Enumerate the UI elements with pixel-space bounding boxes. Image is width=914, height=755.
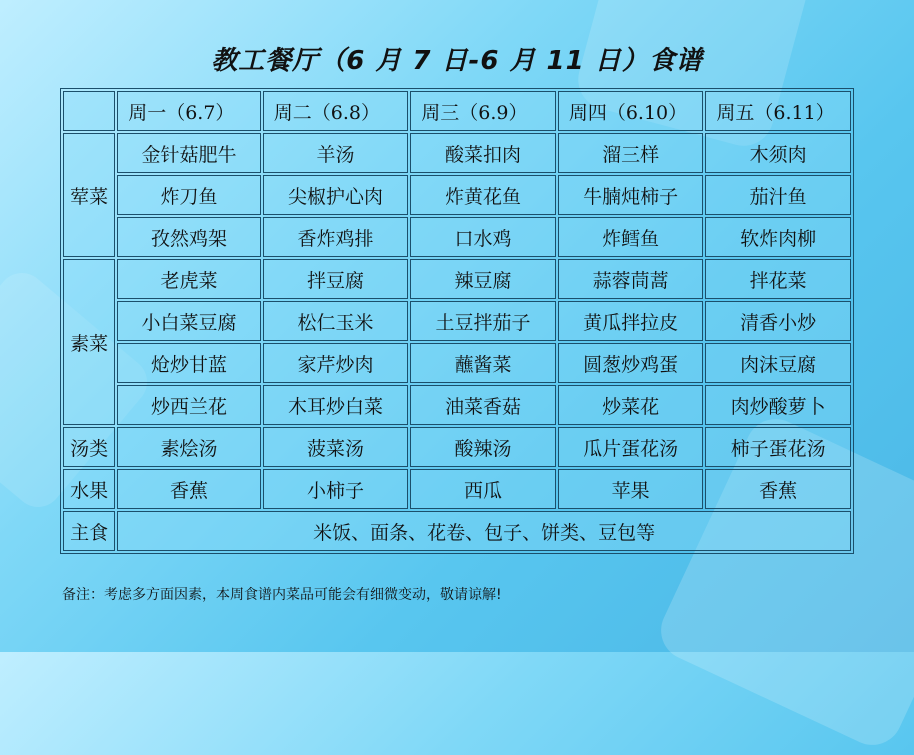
dish-cell: 圆葱炒鸡蛋 xyxy=(558,343,704,383)
category-staple: 主食 xyxy=(63,511,115,551)
dish-cell: 清香小炒 xyxy=(705,301,851,341)
dish-cell: 拌花菜 xyxy=(705,259,851,299)
dish-cell: 松仁玉米 xyxy=(263,301,409,341)
day-header: 周一（6.7） xyxy=(117,91,261,131)
dish-cell: 西瓜 xyxy=(410,469,556,509)
dish-cell: 炸刀鱼 xyxy=(117,175,261,215)
table-row xyxy=(63,259,851,299)
dish-cell: 炸黄花鱼 xyxy=(410,175,556,215)
dish-cell: 土豆拌茄子 xyxy=(410,301,556,341)
dish-cell: 小柿子 xyxy=(263,469,409,509)
dish-cell: 炸鳕鱼 xyxy=(558,217,704,257)
dish-cell: 菠菜汤 xyxy=(263,427,409,467)
table-row xyxy=(63,343,851,383)
table-row xyxy=(63,175,851,215)
dish-cell: 孜然鸡架 xyxy=(117,217,261,257)
dish-cell: 炒菜花 xyxy=(558,385,704,425)
dish-cell: 小白菜豆腐 xyxy=(117,301,261,341)
dish-cell: 拌豆腐 xyxy=(263,259,409,299)
dish-cell: 蒜蓉茼蒿 xyxy=(558,259,704,299)
dish-cell: 黄瓜拌拉皮 xyxy=(558,301,704,341)
table-row xyxy=(63,511,851,551)
dish-cell: 炝炒甘蓝 xyxy=(117,343,261,383)
dish-cell: 软炸肉柳 xyxy=(705,217,851,257)
footnote: 备注：考虑多方面因素，本周食谱内菜品可能会有细微变动，敬请谅解! xyxy=(62,587,502,603)
dish-cell: 香蕉 xyxy=(705,469,851,509)
dish-cell: 肉炒酸萝卜 xyxy=(705,385,851,425)
dish-cell: 尖椒护心肉 xyxy=(263,175,409,215)
category-veg: 素菜 xyxy=(63,259,115,425)
dish-cell: 家芹炒肉 xyxy=(263,343,409,383)
dish-cell: 炒西兰花 xyxy=(117,385,261,425)
dish-cell: 蘸酱菜 xyxy=(410,343,556,383)
day-header: 周三（6.9） xyxy=(410,91,556,131)
menu-table xyxy=(60,88,854,554)
dish-cell: 酸菜扣肉 xyxy=(410,133,556,173)
dish-cell: 瓜片蛋花汤 xyxy=(558,427,704,467)
table-row xyxy=(63,469,851,509)
day-header: 周五（6.11） xyxy=(705,91,851,131)
dish-cell: 茄汁鱼 xyxy=(705,175,851,215)
corner-cell xyxy=(63,91,115,131)
table-row xyxy=(63,427,851,467)
dish-cell: 辣豆腐 xyxy=(410,259,556,299)
dish-cell: 溜三样 xyxy=(558,133,704,173)
dish-cell: 香蕉 xyxy=(117,469,261,509)
category-fruit: 水果 xyxy=(63,469,115,509)
dish-cell: 金针菇肥牛 xyxy=(117,133,261,173)
dish-cell: 苹果 xyxy=(558,469,704,509)
dish-cell: 木耳炒白菜 xyxy=(263,385,409,425)
header-row xyxy=(63,91,851,131)
table-row xyxy=(63,133,851,173)
dish-cell: 肉沫豆腐 xyxy=(705,343,851,383)
dish-cell: 口水鸡 xyxy=(410,217,556,257)
page-title: 教工餐厅（6 月 7 日-6 月 11 日）食谱 xyxy=(211,46,703,76)
day-header: 周二（6.8） xyxy=(263,91,409,131)
day-header: 周四（6.10） xyxy=(558,91,704,131)
table-row xyxy=(63,385,851,425)
category-meat: 荤菜 xyxy=(63,133,115,257)
dish-cell: 老虎菜 xyxy=(117,259,261,299)
dish-cell: 牛腩炖柿子 xyxy=(558,175,704,215)
dish-cell: 羊汤 xyxy=(263,133,409,173)
table-row xyxy=(63,217,851,257)
dish-cell: 柿子蛋花汤 xyxy=(705,427,851,467)
dish-cell: 油菜香菇 xyxy=(410,385,556,425)
dish-cell: 香炸鸡排 xyxy=(263,217,409,257)
staple-cell: 米饭、面条、花卷、包子、饼类、豆包等 xyxy=(117,511,851,551)
category-soup: 汤类 xyxy=(63,427,115,467)
dish-cell: 酸辣汤 xyxy=(410,427,556,467)
table-row xyxy=(63,301,851,341)
dish-cell: 素烩汤 xyxy=(117,427,261,467)
dish-cell: 木须肉 xyxy=(705,133,851,173)
